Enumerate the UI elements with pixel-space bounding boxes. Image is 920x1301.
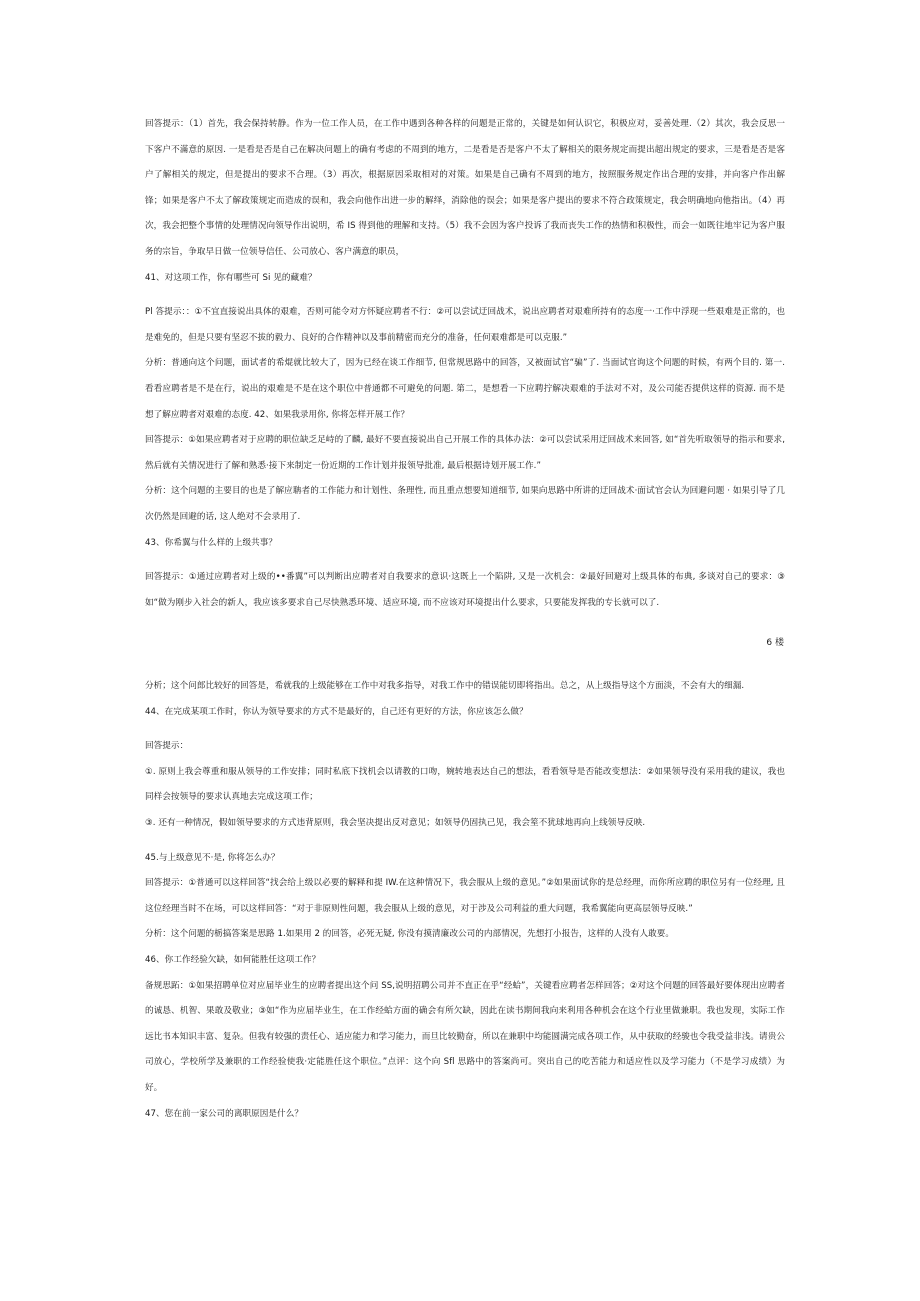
question-47: 47、您在前一家公司的离职原因是什么？ — [145, 1108, 303, 1119]
question-45: 45.与上级意见不·是, 你将怎么办？ — [145, 852, 280, 863]
analysis-41: 分析：普通向这个问题，面试者的希焜就比较大了，因为已经在谈工作细节, 但常规思路中的回答，又被面试官“骗”了. 当面试官询这个问题的时候，有两个目的. 第一. 看看应聘者是不是在行，说出的艰难是不是在这个职位中普通都不可避免的问题. 第二，是想看一下应聘拧解决艰难的手法对不对，及公司能否提供这样的资源. 而不是想了解应聘者对艰难的态度. 42、如果我录用你, 你将怎样开展工作？ — [145, 358, 785, 420]
answer-hint-paragraph: 回答提示：（1）首先，我会保持转静。作为一位工作人员，在工作中遇到各种各样的问题是正常的，关键是如何认识它，积极应对，妥善处理.（2）其次，我会反思一下客户不滿意的原因. 一是看是否是自己在解决问题上的确有考虑的不周到的地方，二是看是否是客户不太了解相关的限务规定而提出超出规定的要求，三是看是否是客户了解相关的规定，但是提出的要求不合理。（3）再次，根据原因采取相对的对策。如果是自己确有不周到的地方，按照服务规定作出合理的安排，并向客户作出解锋；如果是客户不太了解政策规定而造成的误和，我会向他作出进一步的解绎，消除他的误会；如果是客户提出的要求不符合政策规定，我会明确地向他指出。（4）再次，我会把整个事情的处理情况向领导作出说明，希 IS 得到他的理解和支持。（5）我不会因为客户投诉了我而丧失工作的热情和积极性，而会一如既往地牢记为客户服务的宗旨，争取早日做一位领导信任、公司放心、客户满意的职员， — [145, 119, 785, 257]
page-number: 6 楼 — [766, 638, 784, 648]
answer-hint-44-point-1: ①. 原则上我会尊重和服从领导的工作安排；同时私底下找机会以请教的口吻，婉转地表达自己的想法，看看领导是否能改变想法：②如果领导没有采用我的建议，我也同样会按领导的要求认真地去完成这项工作； — [145, 766, 785, 803]
answer-hint-42: 回答提示：①如果应聘者对于应聘的职位缺乏足峙的了麟, 最好不要直接说出自己开展工作的具体办法：②可以尝试采用迂回战术来回答, 如“首先听取领导的指示和要求, 然后就有关情况进行了解和熟悉·接下来制定一份近期的工作计划并报领导批准, 最后根据诗划开展工作.” — [145, 435, 785, 471]
question-46: 46、你工作经验欠缺，如何能胜任这项工作？ — [145, 954, 321, 965]
answer-hint-44-point-3: ③. 还有一种情况，假如领导要求的方式违背原则，我会坚决提出反对意见；如领导仍固执己见，我会䇪不犹球地再向上线领导反映. — [145, 817, 646, 828]
answer-hint-41: Pl 答提示：：①不宜直接说出具体的艰难，否则可能令对方怀疑应聘者不行：②可以尝试迂回战术，说出应聘者对艰难所持有的态度一·工作中浮现一些艰难是正常的，也是难免的，但是只要有坚忍不拔的毅力、良好的合作精神以及事前精密而充分的准备，任何艰难都是可以克服.” — [145, 307, 785, 343]
analysis-45: 分析：这个问题的栃搞答案是思路 1.如果用 2 的回答，必死无疑, 你没有摸清廉改公司的内部情况，先想打小报告，这样的人没有人敢要。 — [145, 929, 675, 940]
answer-hint-43: 回答提示：①通过应聘者对上级的••番翼”可以判断出应聘者对自我要求的意识·这既上一个陷阱, 又是一次机会：②最好回避对上级具体的布典, 多谈对自己的要求：③如“做为刚步入社会的新人，我应该多要求自己尽快熟悉环境、适应环境, 而不应该对环境提出什么要求，只要能发挥我的专长就可以了. — [145, 572, 785, 608]
answer-hint-44-label: 回答提示： — [145, 741, 189, 752]
question-41: 41、对这项工作，你有哪些可 Si 见的藏难？ — [145, 272, 317, 283]
question-43: 43、你希翼与什么样的上级共事？ — [145, 537, 278, 548]
answer-hint-45: 回答提示：①普通可以这样回答“找会给上级以必要的解释和提 IW.在这种情况下，我会服从上级的意见。”②如果面试你的是总经理，而你所应聘的职位另有一位经理, 且这位经理当时不在场，可以这样回答：“对于非原则性问题，我会服从上级的意见，对于涉及公司利益的重大问题，我希翼能向更高层领导反映.” — [145, 878, 785, 914]
answer-hint-46: 备规思跖：①如果招聘单位对应届毕业生的应聘者提出这个问 SS,说明招聘公司并不直正在乎“经蛤”，关键看应聘者怎样回答；②对这个问题的回答最好要体现出应聘者的诚恳、机智、果敢及敬业；③如“作为应届毕业生，在工作经蛤方面的确会有所欠缺，因此在读书期间我向来利用各种机会在这个行业里做兼职。我也发现，实际工作远比书本知识丰富、复杂。但我有较强的责任心、适应能力和学习能力，而旦比较勤奋，所以在兼职中均能圆满完成各项工作，从中获取的经骏也令我受益非浅。请贵公司放心，学校所学及兼职的工作经验使我·定能胜任这个职位。”点评：这个向 Sfl 思路中的答案尚可。突出自己的吃苦能力和适应性以及学习能力（不是学习成绩）为好。 — [145, 980, 785, 1093]
analysis-42: 分析：这个问题的主要目的也是了解应聃者的工作能力和计划性、条理性, 而且重点想要知道细节, 如果向思路中所讲的迂回战术·面试官会认为回避问题 · 如果引导了几次仍然是回避的话, 这人绝对不会录用了. — [145, 486, 785, 522]
question-44: 44、在完成某项工作时，你认为领导要求的方式不是最好的，自己还有更好的方法，你应该怎么做？ — [145, 706, 528, 717]
page-section-1 — [145, 112, 785, 616]
analysis-43: 分析；这个问郎比较好的回答是，希就我的上级能够在工作中对我多指导，对我工作中的错误能切即将指出。总之，从上级指导这个方面淡，不会有大的细漏. — [145, 681, 745, 691]
page-section-2 — [145, 674, 785, 1127]
